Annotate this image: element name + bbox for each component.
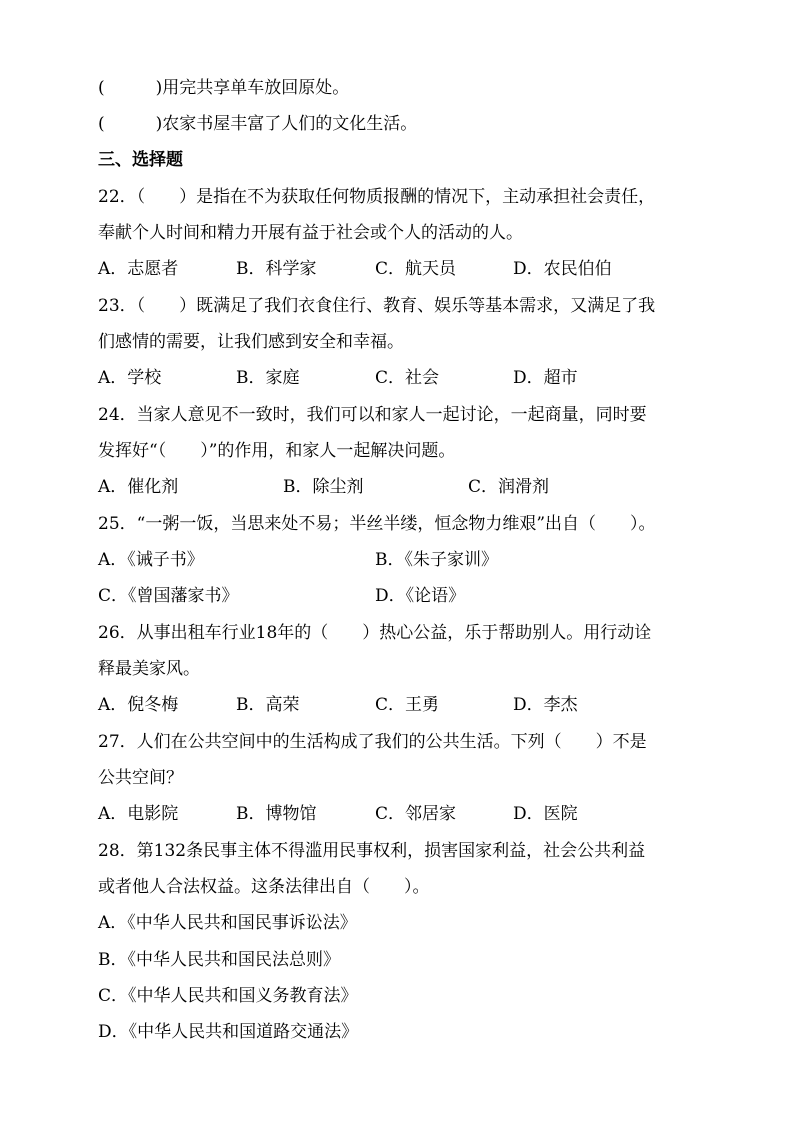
question-23-line-2: 们感情的需要，让我们感到安全和幸福。 (98, 332, 404, 352)
judge-item (98, 70, 349, 106)
option-a[interactable]: A．催化剂 (98, 477, 179, 497)
option-c[interactable]: C．《中华人民共和国义务教育法》 (98, 986, 358, 1006)
question-27-line-2: 公共空间？ (98, 768, 183, 788)
option-c[interactable]: C．社会 (375, 368, 440, 388)
option-b[interactable]: B．《中华人民共和国民法总则》 (98, 950, 340, 970)
question-25-line-1: 25．“一粥一饭，当思来处不易；半丝半缕，恒念物力维艰”出自（ ）。 (98, 514, 656, 534)
answer-blank: ( ) (98, 114, 163, 134)
judge-text: 农家书屋丰富了人们的文化生活。 (162, 114, 418, 134)
option-a[interactable]: A．《中华人民共和国民事诉讼法》 (98, 913, 357, 933)
option-c[interactable]: C．润滑剂 (468, 477, 550, 497)
option-a[interactable]: A．倪冬梅 (98, 695, 179, 715)
option-b[interactable]: B．科学家 (236, 259, 317, 279)
question-24-line-2: 发挥好“（ ）”的作用，和家人一起解决问题。 (98, 441, 456, 461)
option-d[interactable]: D．《中华人民共和国道路交通法》 (98, 1022, 359, 1042)
option-a[interactable]: A．《诫子书》 (98, 550, 204, 570)
question-28-line-2: 或者他人合法权益。这条法律出自（ ）。 (98, 877, 430, 897)
option-a[interactable]: A．电影院 (98, 804, 179, 824)
question-26-line-2: 释最美家风。 (98, 659, 200, 679)
question-24-line-1: 24．当家人意见不一致时，我们可以和家人一起讨论，一起商量，同时要 (98, 405, 647, 425)
section-title: 三、选择题 (98, 150, 183, 170)
option-c[interactable]: C．航天员 (375, 259, 457, 279)
option-a[interactable]: A．志愿者 (98, 259, 179, 279)
question-22-line-1: 22．（ ）是指在不为获取任何物质报酬的情况下，主动承担社会责任， (98, 187, 656, 207)
question-27-line-1: 27．人们在公共空间中的生活构成了我们的公共生活。下列（ ）不是 (98, 732, 647, 752)
option-c[interactable]: C．王勇 (375, 695, 440, 715)
question-28-line-1: 28．第132条民事主体不得滥用民事权利，损害国家利益，社会公共利益 (98, 841, 646, 861)
judge-text: 用完共享单车放回原处。 (162, 78, 350, 98)
question-26-line-1: 26．从事出租车行业18年的（ ）热心公益，乐于帮助别人。用行动诠 (98, 623, 652, 643)
option-b[interactable]: B．博物馆 (236, 804, 317, 824)
option-b[interactable]: B．《朱子家训》 (375, 550, 498, 570)
option-b[interactable]: B．高荣 (236, 695, 300, 715)
option-d[interactable]: D．超市 (513, 368, 578, 388)
question-22-line-2: 奉献个人时间和精力开展有益于社会或个人的活动的人。 (98, 223, 523, 243)
option-a[interactable]: A．学校 (98, 368, 162, 388)
option-d[interactable]: D．农民伯伯 (513, 259, 612, 279)
option-d[interactable]: D．《论语》 (375, 586, 466, 606)
question-23-line-1: 23．（ ）既满足了我们衣食住行、教育、娱乐等基本需求，又满足了我 (98, 296, 656, 316)
judge-item (98, 106, 417, 142)
option-b[interactable]: B．除尘剂 (283, 477, 364, 497)
option-d[interactable]: D．李杰 (513, 695, 578, 715)
option-c[interactable]: C．《曾国藩家书》 (98, 586, 239, 606)
answer-blank: ( ) (98, 78, 163, 98)
option-d[interactable]: D．医院 (513, 804, 578, 824)
option-b[interactable]: B．家庭 (236, 368, 300, 388)
option-c[interactable]: C．邻居家 (375, 804, 457, 824)
